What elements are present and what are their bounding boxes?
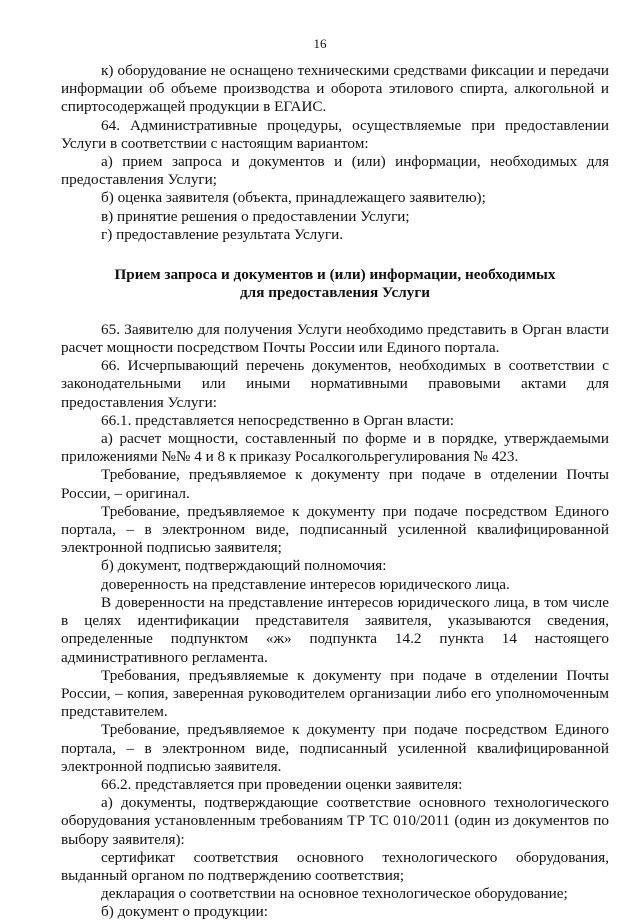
paragraph-66-2: 66.2. представляется при проведении оценки заявителя: [101,775,463,793]
section-heading: Прием запроса и документов и (или) информации, необходимых для предоставления Услуги [114,266,556,302]
paragraph-attorney-details: В доверенности на представление интересов юридического лица, в том числе в целях идентификации представителя заявителя, указываются сведения, определенные подпунктом «ж» подпункта 14.2 пункта 14 настоящего административного регламента. [61,593,609,666]
paragraph-power-of-attorney: доверенность на представление интересов юридического лица. [101,575,510,593]
list-item-b: б) оценка заявителя (объекта, принадлежащего заявителю); [101,189,486,207]
paragraph-66-1-b: б) документ, подтверждающий полномочия: [101,557,387,575]
document-body [61,62,609,922]
paragraph-requirement-post-copy: Требования, предъявляемые к документу при подаче в отделении Почты России, – копия, заверенная руководителем организации либо его уполномоченным представителем. [61,666,609,721]
paragraph-certificate: сертификат соответствия основного технологического оборудования, выданный органом по подтверждению соответствия; [61,848,609,884]
paragraph-requirement-post-original: Требование, предъявляемое к документу при подаче в отделении Почты России, – оригинал. [61,466,609,502]
list-item-v: в) принятие решения о предоставлении Услуги; [101,207,410,225]
list-item-g: г) предоставление результата Услуги. [101,225,344,243]
paragraph-66: 66. Исчерпывающий перечень документов, необходимых в соответствии с законодательными или иными нормативными правовыми актами для предоставления Услуги: [61,357,609,411]
paragraph-declaration: декларация о соответствии на основное технологическое оборудование; [101,885,568,903]
paragraph-66-1: 66.1. представляется непосредственно в Орган власти: [101,411,454,429]
paragraph-requirement-portal-2: Требование, предъявляемое к документу при подаче посредством Единого портала, – в электронном виде, подписанный усиленной квалифицированной электронной подписью заявителя. [61,721,609,775]
paragraph-66-2-a: а) документы, подтверждающие соответствие основного технологического оборудования установленным требованиям ТР ТС 010/2011 (один из документов по выбору заявителя): [61,794,609,848]
paragraph-66-1-a: а) расчет мощности, составленный по форме и в порядке, утверждаемыми приложениями №№ 4 и 8 к приказу Росалкогольрегулирования № 423. [61,430,609,466]
paragraph-66-2-b: б) документ о продукции: [101,903,268,921]
list-item-a: а) прием запроса и документов и (или) информации, необходимых для предоставления Услуги; [61,153,609,189]
paragraph-requirement-portal: Требование, предъявляемое к документу при подаче посредством Единого портала, – в электронном виде, подписанный усиленной квалифицированной электронной подписью заявителя; [61,502,609,557]
page-number: 16 [313,36,327,51]
paragraph-64: 64. Административные процедуры, осуществляемые при предоставлении Услуги в соответствии с настоящим вариантом: [61,116,609,152]
paragraph-65: 65. Заявителю для получения Услуги необходимо представить в Орган власти расчет мощности посредством Почты России или Единого портала. [61,320,609,357]
paragraph-k-equipment: к) оборудование не оснащено техническими средствами фиксации и передачи информации об объеме производства и оборота этилового спирта, алкогольной и спиртосодержащей продукции в ЕГАИС. [61,62,609,116]
